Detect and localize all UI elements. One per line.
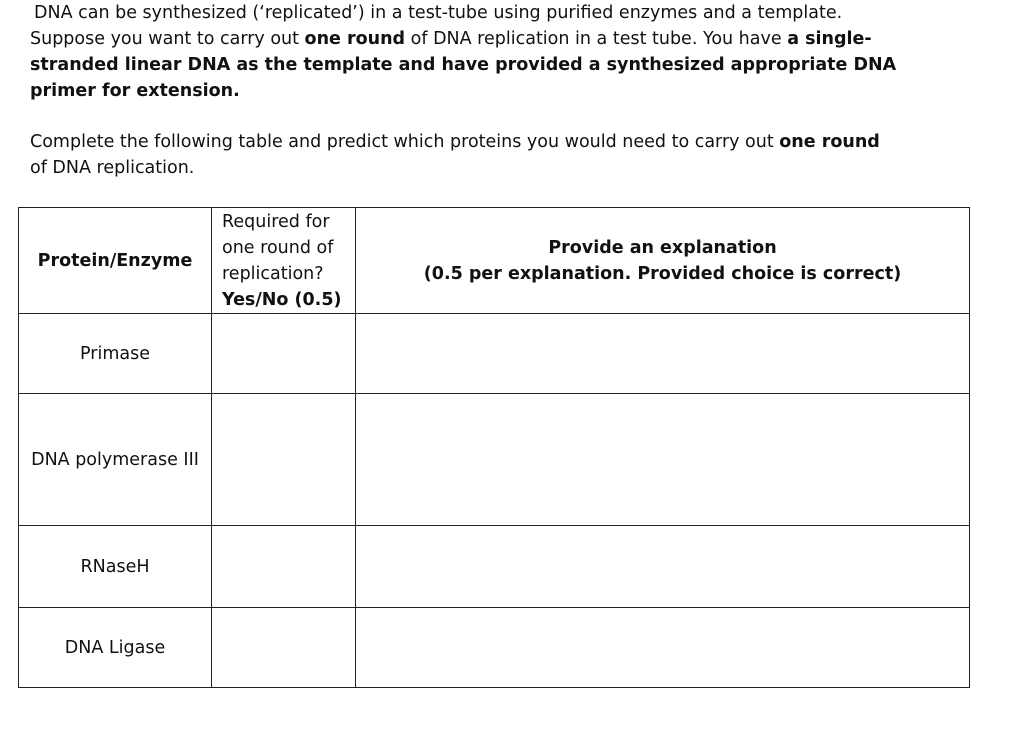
emphasis-one-round-2: one round xyxy=(779,132,880,152)
header-explanation: Provide an explanation (0.5 per explanation. Provided choice is correct) xyxy=(356,208,970,314)
enzyme-primase: Primase xyxy=(19,314,212,394)
enzyme-dna-ligase: DNA Ligase xyxy=(19,608,212,688)
header-required: Required for one round of replication? Yes/No (0.5) xyxy=(212,208,356,314)
required-answer-dna-ligase[interactable] xyxy=(212,608,356,688)
emphasis-single: a single- xyxy=(787,29,872,49)
table-row xyxy=(19,526,970,608)
instruction-line-2: of DNA replication. xyxy=(30,158,195,178)
explanation-answer-dna-polymerase-iii[interactable] xyxy=(356,394,970,526)
explanation-answer-rnaseh[interactable] xyxy=(356,526,970,608)
table-row xyxy=(19,608,970,688)
intro-line-2: Suppose you want to carry out one round of DNA replication in a test tube. You have a single- xyxy=(30,29,872,49)
required-answer-dna-polymerase-iii[interactable] xyxy=(212,394,356,526)
emphasis-template: stranded linear DNA as the template and have provided a synthesized appropriate DNA xyxy=(30,55,897,75)
emphasis-one-round: one round xyxy=(304,29,406,49)
table-row xyxy=(19,394,970,526)
replication-table xyxy=(18,207,970,688)
explanation-answer-primase[interactable] xyxy=(356,314,970,394)
instruction-line-1: Complete the following table and predict which proteins you would need to carry out one round xyxy=(30,132,880,152)
table-header-row xyxy=(19,208,970,314)
explanation-answer-dna-ligase[interactable] xyxy=(356,608,970,688)
enzyme-dna-polymerase-iii: DNA polymerase III xyxy=(19,394,212,526)
required-answer-rnaseh[interactable] xyxy=(212,526,356,608)
intro-line-1: DNA can be synthesized (‘replicated’) in a test-tube using purified enzymes and a template. xyxy=(34,3,843,23)
intro-line-3 xyxy=(30,52,910,78)
table-row xyxy=(19,314,970,394)
header-protein-enzyme: Protein/Enzyme xyxy=(19,208,212,314)
enzyme-rnaseh: RNaseH xyxy=(19,526,212,608)
intro-paragraph xyxy=(30,0,910,104)
required-answer-primase[interactable] xyxy=(212,314,356,394)
emphasis-primer: primer for extension. xyxy=(30,81,240,101)
intro-line-4 xyxy=(30,78,910,104)
instruction-paragraph xyxy=(30,129,910,181)
